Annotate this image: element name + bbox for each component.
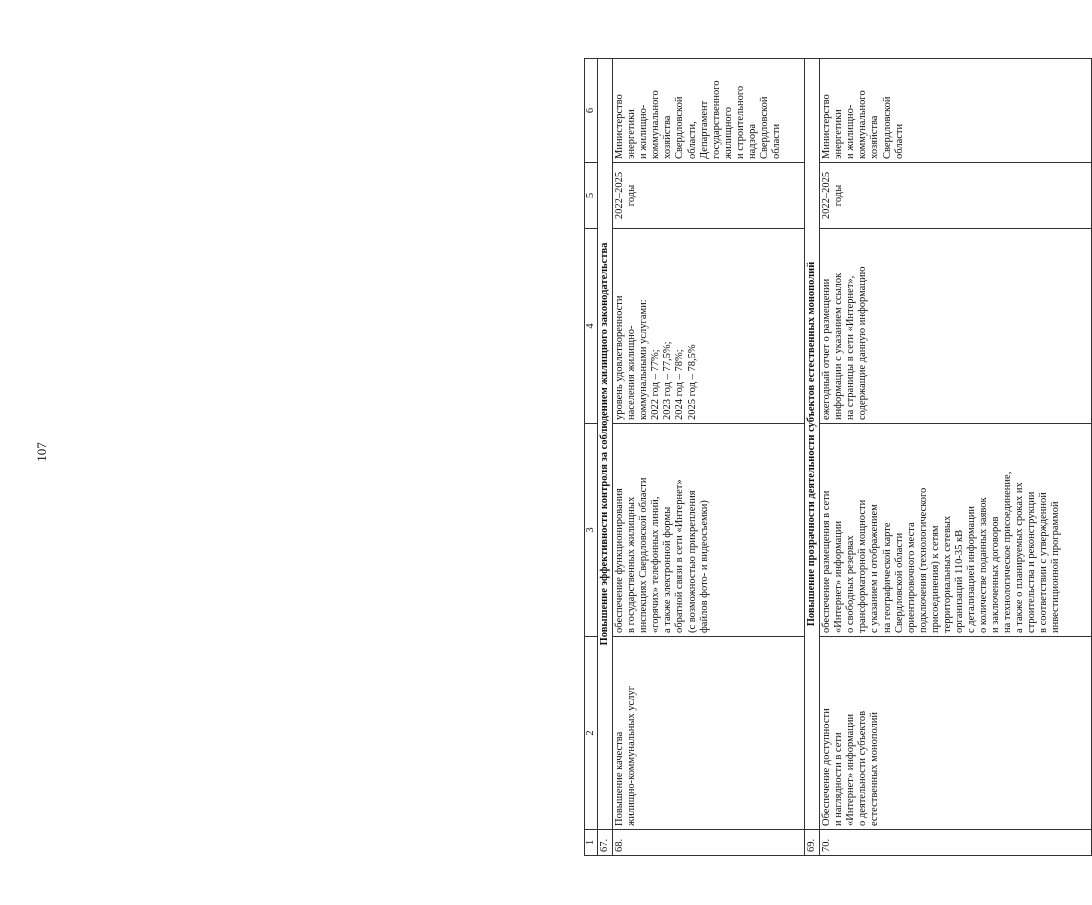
- indicator-cell: уровень удовлетворенности населения жилищно- коммунальными услугами: 2022 год – 77%; 2023 год – 77,5%; 2024 год – 78%; 2025 год – 78,5%: [613, 229, 805, 424]
- section-number: 67.: [598, 830, 613, 856]
- header-cell-4: 4: [585, 229, 598, 424]
- table-row: [820, 59, 1092, 856]
- goal-cell: Обеспечение доступности и наглядности в сети «Интернет» информации о деятельности субъектов естественных монополий: [820, 637, 1092, 830]
- table-wrapper: [584, 59, 1092, 856]
- row-number: 68.: [613, 830, 805, 856]
- section-row: [805, 59, 820, 856]
- period-cell: 2022–2025 годы: [820, 163, 1092, 229]
- row-number: 70.: [820, 830, 1092, 856]
- header-cell-3: 3: [585, 424, 598, 637]
- header-cell-2: 2: [585, 637, 598, 830]
- section-title: Повышение прозрачности деятельности субъектов естественных монополий: [805, 59, 820, 830]
- responsible-cell: Министерство энергетики и жилищно- коммунального хозяйства Свердловской области: [820, 59, 1092, 163]
- measure-cell: обеспечение функционирования в государственных жилищных инспекциях Свердловской области «горячих» телефонных линий, а также электронной формы обратной связи в сети «Интернет» (с возможностью прикрепления файлов фото- и видеосъемки): [613, 424, 805, 637]
- section-title: Повышение эффективности контроля за соблюдением жилищного законодательства: [598, 59, 613, 830]
- table-row: [613, 59, 805, 856]
- header-cell-5: 5: [585, 163, 598, 229]
- section-row: [598, 59, 613, 856]
- header-cell-1: 1: [585, 830, 598, 856]
- indicator-cell: ежегодный отчет о размещении информации с указанием ссылок на страницы в сети «Интернет», содержащие данную информацию: [820, 229, 1092, 424]
- responsible-cell: Министерство энергетики и жилищно- коммунального хозяйства Свердловской области, Департамент государственного жилищного и строительного надзора Свердловской области: [613, 59, 805, 163]
- period-cell: 2022–2025 годы: [613, 163, 805, 229]
- goal-cell: Повышение качества жилищно-коммунальных услуг: [613, 637, 805, 830]
- section-number: 69.: [805, 830, 820, 856]
- measures-table: [584, 58, 1092, 856]
- measure-cell: обеспечение размещения в сети «Интернет» информации о свободных резервах трансформаторной мощности с указанием и отображением на географической карте Свердловской области ориентировочного места подключения (технологического присоединения) к сетям территориальных сетевых организаций 110-35 кВ с детализацией информации о количестве поданных заявок и заключенных договоров на технологическое присоединение, а также о планируемых сроках их строительства и реконструкции в соответствии с утвержденной инвестиционной программой: [820, 424, 1092, 637]
- page-number: 107: [34, 442, 49, 462]
- header-row: [585, 59, 598, 856]
- header-cell-6: 6: [585, 59, 598, 163]
